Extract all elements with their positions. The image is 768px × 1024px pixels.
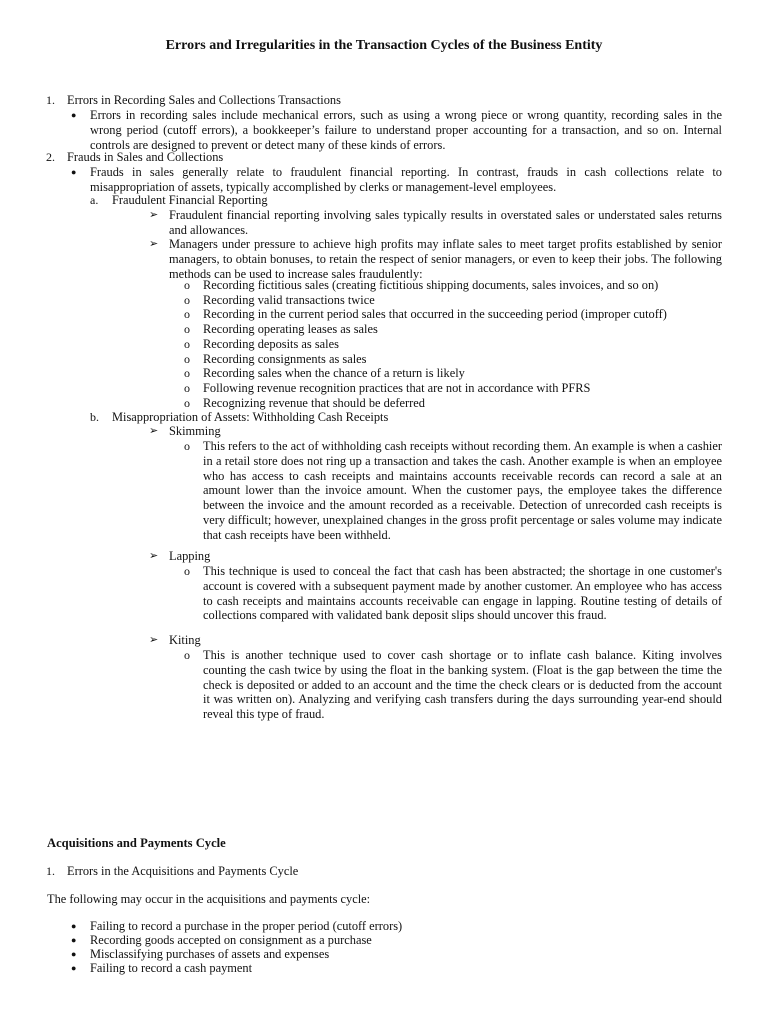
- section-2-paragraph: Frauds in sales generally relate to fraudulent financial reporting. In contrast, frauds in cash collections relate to misappropriation of assets, typically accomplished by clerks or management-level employees.: [90, 165, 722, 194]
- circle-bullet-icon: o: [184, 307, 190, 321]
- bullet-icon: ●: [71, 110, 77, 120]
- circle-bullet-icon: o: [184, 322, 190, 336]
- arrow-bullet-icon: ➢: [149, 634, 159, 646]
- arrow-bullet-icon: ➢: [149, 238, 159, 250]
- fraud-reporting-paragraph-2: Managers under pressure to achieve high profits may inflate sales to meet target profits established by senior managers, to obtain bonuses, to retain the respect of senior managers, or even to keep their jobs. The following methods can be used to increase sales fraudulently:: [169, 237, 722, 281]
- circle-bullet-icon: o: [184, 337, 190, 351]
- acq-section-number: 1.: [46, 864, 55, 878]
- acq-subheading: Errors in the Acquisitions and Payments Cycle: [67, 864, 299, 878]
- list-item: Recording in the current period sales that occurred in the succeeding period (improper cutoff): [203, 307, 667, 321]
- circle-bullet-icon: o: [184, 564, 190, 578]
- list-item: Failing to record a purchase in the proper period (cutoff errors): [90, 919, 403, 933]
- kiting-paragraph: This is another technique used to cover cash shortage or to inflate cash balance. Kiting involves counting the cash twice by using the float in the banking system. (Float is the gap between the time the check is deposited or added to an account and the time the check clears or is deducted from the account it was written on). Analyzing and verifying cash transfers during the days surrounding year-end should reveal this type of fraud.: [203, 648, 722, 722]
- circle-bullet-icon: o: [184, 352, 190, 366]
- subsection-a-heading: Fraudulent Financial Reporting: [112, 193, 268, 207]
- list-item: Recording operating leases as sales: [203, 322, 378, 336]
- section-2-heading: Frauds in Sales and Collections: [67, 150, 224, 164]
- subsection-b-label: b.: [90, 410, 99, 424]
- section-1-number: 1.: [46, 93, 55, 107]
- skimming-title: Skimming: [169, 424, 221, 438]
- list-item: Recording consignments as sales: [203, 352, 367, 366]
- list-item: Recognizing revenue that should be deferred: [203, 396, 425, 410]
- fraud-reporting-paragraph-1: Fraudulent financial reporting involving sales typically results in overstated sales or understated sales returns and allowances.: [169, 208, 722, 237]
- circle-bullet-icon: o: [184, 293, 190, 307]
- bullet-icon: ●: [71, 935, 77, 945]
- list-item: Recording deposits as sales: [203, 337, 339, 351]
- bullet-icon: ●: [71, 963, 77, 973]
- skimming-paragraph: This refers to the act of withholding cash receipts without recording them. An example is when a cashier in a retail store does not ring up a transaction and takes the cash. Another example is when an employee who has access to cash receipts and maintains accounts receivable records can record a sale at an amount lower than the invoice amount. When the customer pays, the employee takes the difference between the invoice and the amount recorded as a receivable. Detection of unrecorded cash receipts is very difficult; however, unexplained changes in the gross profit percentage or sales volume may indicate that cash receipts have been withheld.: [203, 439, 722, 542]
- lapping-paragraph: This technique is used to conceal the fact that cash has been abstracted; the shortage in one customer's account is covered with a subsequent payment made by another customer. An employee who has access to cash receipts and maintains accounts receivable can engage in lapping. Routine testing of details of collections compared with validated bank deposit slips should uncover this fraud.: [203, 564, 722, 623]
- bullet-icon: ●: [71, 167, 77, 177]
- arrow-bullet-icon: ➢: [149, 425, 159, 437]
- subsection-b-heading: Misappropriation of Assets: Withholding Cash Receipts: [112, 410, 389, 424]
- list-item: Recording sales when the chance of a return is likely: [203, 366, 465, 380]
- document-title: Errors and Irregularities in the Transaction Cycles of the Business Entity: [165, 38, 603, 53]
- circle-bullet-icon: o: [184, 648, 190, 662]
- list-item: Recording goods accepted on consignment as a purchase: [90, 933, 372, 947]
- circle-bullet-icon: o: [184, 439, 190, 453]
- list-item: Misclassifying purchases of assets and expenses: [90, 947, 330, 961]
- kiting-title: Kiting: [169, 633, 201, 647]
- section-1-paragraph: Errors in recording sales include mechanical errors, such as using a wrong piece or wrong quantity, recording sales in the wrong period (cutoff errors), a bookkeeper’s failure to understand proper accounting for a transaction, and so on. Internal controls are designed to prevent or detect many of these kinds of errors.: [90, 108, 722, 152]
- arrow-bullet-icon: ➢: [149, 550, 159, 562]
- section-2-number: 2.: [46, 150, 55, 164]
- subsection-a-label: a.: [90, 193, 99, 207]
- arrow-bullet-icon: ➢: [149, 209, 159, 221]
- list-item: Recording valid transactions twice: [203, 293, 375, 307]
- circle-bullet-icon: o: [184, 278, 190, 292]
- circle-bullet-icon: o: [184, 396, 190, 410]
- list-item: Failing to record a cash payment: [90, 961, 253, 975]
- bullet-icon: ●: [71, 921, 77, 931]
- list-item: Recording fictitious sales (creating fictitious shipping documents, sales invoices, and so on): [203, 278, 659, 292]
- section-1-heading: Errors in Recording Sales and Collections Transactions: [67, 93, 341, 107]
- bullet-icon: ●: [71, 949, 77, 959]
- acq-intro: The following may occur in the acquisitions and payments cycle:: [47, 892, 371, 906]
- list-item: Following revenue recognition practices that are not in accordance with PFRS: [203, 381, 591, 395]
- acquisitions-heading: Acquisitions and Payments Cycle: [47, 836, 226, 850]
- circle-bullet-icon: o: [184, 366, 190, 380]
- lapping-title: Lapping: [169, 549, 211, 563]
- circle-bullet-icon: o: [184, 381, 190, 395]
